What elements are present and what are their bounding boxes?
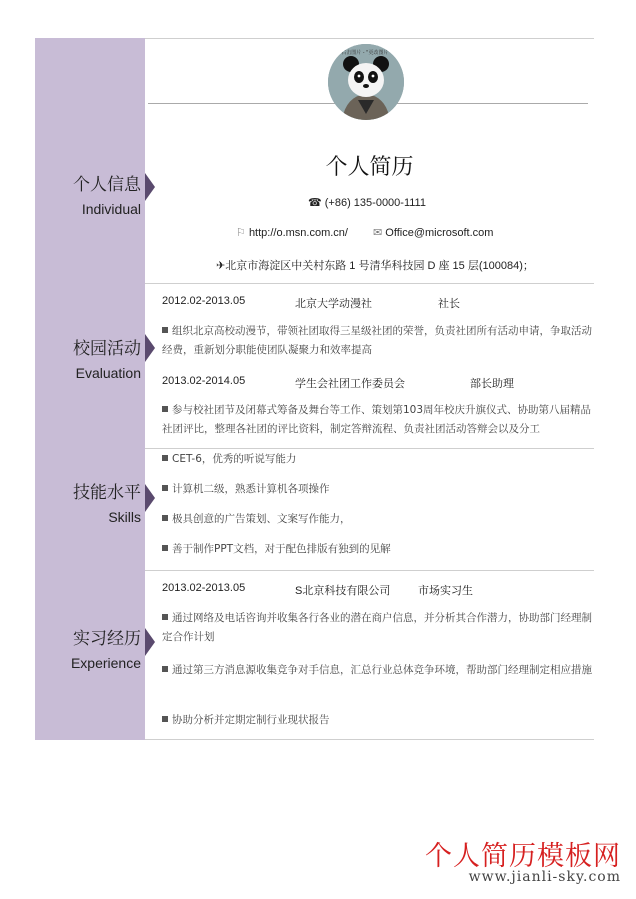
arrow-marker	[145, 334, 155, 362]
campus-role-1: 社长	[438, 298, 460, 310]
intern-company: S北京科技有限公司	[295, 585, 391, 597]
skill-item	[162, 480, 592, 499]
campus-period-1: 2012.02-2013.05	[162, 295, 246, 307]
phone-number: (+86) 135-0000-1111	[324, 197, 426, 209]
section-title-campus: 校园活动	[73, 339, 141, 359]
intern-item	[162, 711, 592, 730]
avatar-note: 右击图片 - "更改图片"	[341, 50, 391, 56]
section-divider	[145, 570, 594, 571]
intern-text: 通过网络及电话咨询并收集各行各业的潜在商户信息，并分析其合作潜力，协助部门经理制定合作计划	[162, 612, 592, 643]
web-icon: ⚐	[236, 227, 246, 239]
skill-text: 极具创意的广告策划、文案写作能力，	[172, 513, 351, 525]
section-subtitle-info: Individual	[81, 201, 141, 217]
website-line[interactable]	[236, 226, 348, 239]
campus-role-2: 部长助理	[470, 378, 514, 390]
campus-desc-text: 参与校社团节及闭幕式筹备及舞台等工作、策划第103周年校庆升旗仪式、协助第八届精品社团评比，整理各社团的评比资料，制定答辩流程、负责社团活动答辩会以及分工	[162, 404, 592, 435]
watermark-title: 个人简历模板网	[425, 841, 621, 872]
campus-desc-2	[162, 401, 592, 439]
section-title-skills: 技能水平	[73, 483, 141, 503]
skill-item	[162, 450, 592, 469]
intern-item	[162, 661, 592, 680]
section-divider	[145, 38, 594, 39]
intern-period: 2013.02-2013.05	[162, 582, 246, 594]
arrow-marker	[145, 484, 155, 512]
location-icon: ✈	[216, 260, 226, 272]
campus-desc-text: 组织北京高校动漫节，带领社团取得三星级社团的荣誉，负责社团所有活动申请，争取活动经费，重新划分职能使团队凝聚力和效率提高	[162, 325, 592, 356]
address-text: 北京市海淀区中关村东路 1 号清华科技园 D 座 15 层(100084)；	[225, 260, 534, 272]
section-title-intern: 实习经历	[73, 629, 141, 649]
bullet-icon	[162, 515, 168, 521]
section-divider	[145, 283, 594, 284]
bullet-icon	[162, 485, 168, 491]
skill-text: 善于制作PPT文档，对于配色排版有独到的见解	[172, 543, 391, 555]
bullet-icon	[162, 406, 168, 412]
skill-item	[162, 540, 592, 559]
bullet-icon	[162, 614, 168, 620]
campus-desc-1	[162, 322, 592, 360]
section-subtitle-skills: Skills	[108, 509, 141, 525]
section-title-info: 个人信息	[73, 175, 141, 195]
email-icon: ✉	[373, 227, 383, 239]
email-link[interactable]: Office@microsoft.com	[385, 227, 494, 239]
campus-period-2: 2013.02-2014.05	[162, 375, 246, 387]
phone-icon: ☎	[308, 197, 322, 209]
skill-text: CET-6，优秀的听说写能力	[172, 453, 297, 465]
section-divider	[145, 448, 594, 449]
bullet-icon	[162, 455, 168, 461]
section-subtitle-campus: Evaluation	[75, 365, 141, 381]
bullet-icon	[162, 327, 168, 333]
bullet-icon	[162, 716, 168, 722]
intern-text: 通过第三方消息源收集竞争对手信息，汇总行业总体竞争环境，帮助部门经理制定相应措施	[172, 664, 592, 676]
skill-item	[162, 510, 592, 529]
arrow-marker	[145, 628, 155, 656]
intern-item	[162, 609, 592, 647]
bullet-icon	[162, 666, 168, 672]
resume-title: 个人简历	[325, 155, 414, 180]
intern-text: 协助分析并定期定制行业现状报告	[172, 714, 330, 726]
phone-line	[308, 196, 426, 209]
section-subtitle-intern: Experience	[70, 655, 141, 671]
watermark-url[interactable]: www.jianli-sky.com	[468, 869, 621, 885]
bullet-icon	[162, 545, 168, 551]
campus-org-1: 北京大学动漫社	[295, 298, 372, 310]
skill-text: 计算机二级，熟悉计算机各项操作	[172, 483, 330, 495]
address-line	[216, 257, 534, 273]
section-divider	[145, 739, 594, 740]
avatar[interactable]	[328, 44, 404, 120]
website-link[interactable]: http://o.msn.com.cn/	[248, 227, 348, 239]
email-line[interactable]	[373, 226, 493, 239]
intern-role: 市场实习生	[418, 585, 473, 597]
campus-org-2: 学生会社团工作委员会	[295, 378, 405, 390]
